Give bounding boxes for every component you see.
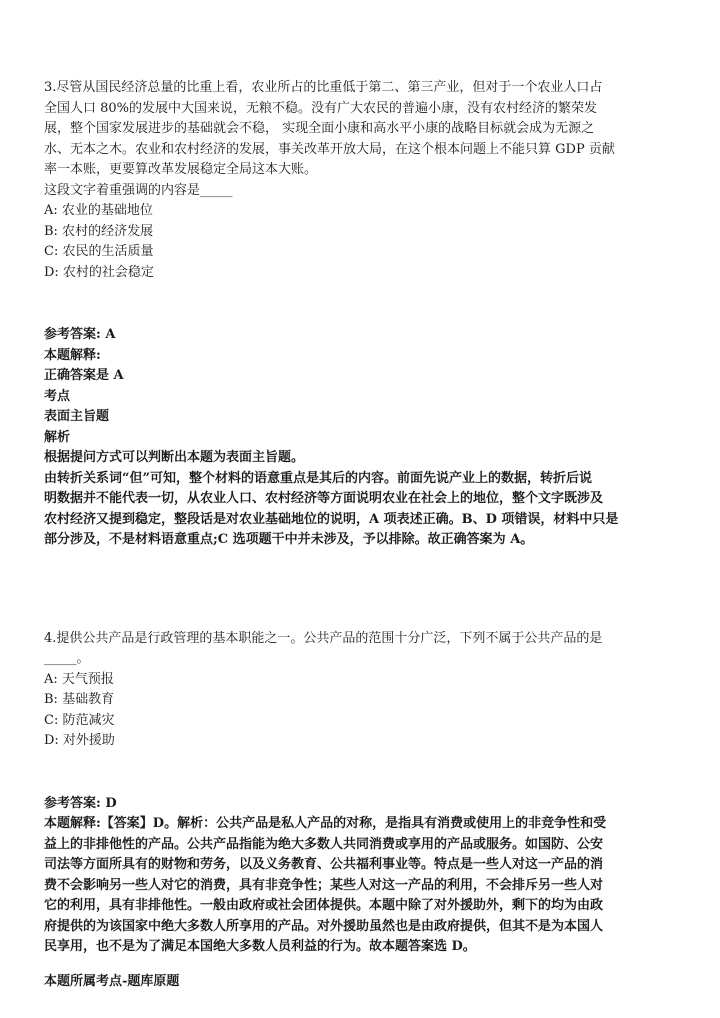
explanation-line: 司法等方面所具有的财物和劳务，以及义务教育、公共福利事业等。特点是一些人对这一产品的消 (44, 857, 604, 872)
stem-line: _____。 (44, 651, 90, 666)
option-c: C: 防范减灾 (44, 712, 115, 728)
jiexi-line: 根据提问方式可以判断出本题为表面主旨题。 (44, 450, 305, 465)
explanation-line: 民享用，也不是为了满足本国绝大多数人员利益的行为。故本题答案选 D。 (44, 939, 476, 954)
option-d: D: 农村的社会稳定 (44, 264, 154, 280)
stem-line: 这段文字着重强调的内容是_____ (44, 182, 233, 198)
question-4-options (44, 670, 676, 752)
explanation-line: 本题解释:【答案】D。解析：公共产品是私人产品的对称，是指具有消费或使用上的非竞争性和受 (44, 816, 607, 831)
option-a: A: 农业的基础地位 (44, 203, 153, 218)
analysis-line: 明数据并不能代表一切，从农业人口、农村经济等方面说明农业在社会上的地位，整个文字既涉及 (44, 491, 604, 506)
analysis-line: 部分涉及，不是材料语意重点;C 选项题干中并未涉及，予以排除。故正确答案为 A。 (44, 532, 534, 547)
jiexi-label: 解析 (44, 429, 71, 445)
question-3-options (44, 201, 676, 283)
question-4-stem (44, 629, 676, 670)
stem-line: 全国人口 80%的发展中大国来说，无粮不稳。没有广大农民的普遍小康，没有农村经济的繁荣发 (44, 100, 598, 116)
question-3 (44, 78, 676, 551)
option-b: B: 农村的经济发展 (44, 223, 154, 239)
analysis-line: 农村经济又提到稳定，整段话是对农业基础地位的说明，A 项表述正确。B、D 项错误，材料中只是 (44, 511, 619, 527)
stem-line: 3.尽管从国民经济总量的比重上看，农业所占的比重低于第二、第三产业，但对于一个农业人口占 (44, 80, 603, 95)
question-3-stem (44, 78, 676, 201)
stem-line: 4.提供公共产品是行政管理的基本职能之一。公共产品的范围十分广泛，下列不属于公共产品的是 (44, 630, 603, 646)
reference-answer: 参考答案: D (44, 795, 117, 811)
stem-line: 水、无本之木。农业和农村经济的发展，事关改革开放大局，在这个根本问题上不能只算 GDP 贡献 (44, 141, 615, 157)
analysis-line: 由转折关系词“但”可知，整个材料的语意重点是其后的内容。前面先说产业上的数据，转折后说 (44, 470, 592, 486)
kaodian-value: 表面主旨题 (44, 409, 110, 424)
option-c: C: 农民的生活质量 (44, 244, 154, 259)
reference-answer: 参考答案: A (44, 327, 116, 342)
question-4 (44, 629, 676, 993)
explanation-line: 费不会影响另一些人对它的消费，具有非竞争性；某些人对这一产品的利用，不会排斥另一些人对 (44, 877, 604, 893)
explanation-line: 它的利用，具有非排他性。一般由政府或社会团体提供。本题中除了对外援助外，剩下的均为由政 (44, 898, 604, 913)
kaodian-label: 考点 (44, 388, 71, 404)
correct-answer: 正确答案是 A (44, 368, 124, 383)
source-note: 本题所属考点-题库原题 (44, 973, 180, 989)
option-b: B: 基础教育 (44, 692, 115, 707)
option-a: A: 天气预报 (44, 671, 114, 687)
question-4-answer-block (44, 794, 676, 958)
document-page (44, 78, 676, 992)
explanation-title: 本题解释: (44, 347, 101, 363)
option-d: D: 对外援助 (44, 733, 115, 748)
stem-line: 率一本账，更要算改革发展稳定全局这本大账。 (44, 162, 318, 177)
question-3-answer-block (44, 325, 676, 551)
stem-line: 展，整个国家发展进步的基础就会不稳， 实现全面小康和高水平小康的战略目标就会成为无源之 (44, 121, 595, 136)
explanation-line: 府提供的为该国家中绝大多数人所享用的产品。对外援助虽然也是由政府提供，但其不是为本国人 (44, 918, 604, 934)
explanation-line: 益上的非排他性的产品。公共产品指能为绝大多数人共同消费或享用的产品或服务。如国防、公安 (44, 836, 604, 852)
